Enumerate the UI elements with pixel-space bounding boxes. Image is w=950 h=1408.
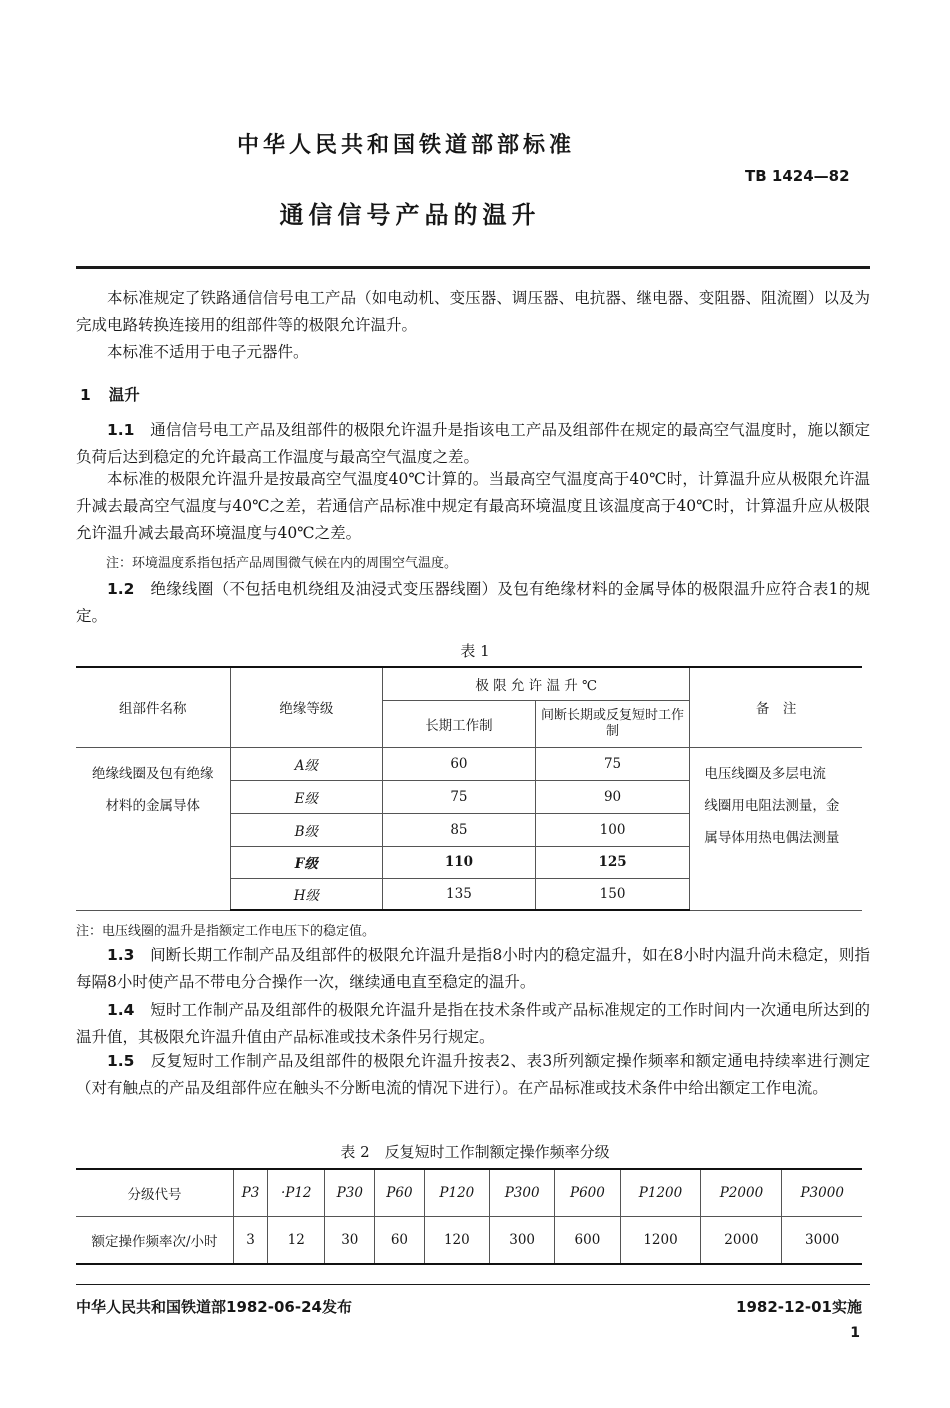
grade-code: ·P12 (268, 1169, 325, 1217)
grade-code: P120 (424, 1169, 489, 1217)
clause-number: 1.5 (107, 1052, 135, 1070)
insulation-class: F级 (230, 846, 383, 878)
component-cell (76, 747, 230, 910)
intermittent-value: 150 (535, 878, 690, 910)
clause-number: 1.4 (107, 1001, 135, 1019)
remark-line: 电压线圈及多层电流 (704, 765, 826, 782)
section-number: 1 (80, 386, 91, 404)
header-long-term: 长期工作制 (383, 700, 536, 747)
standard-code: TB 1424—82 (745, 167, 850, 185)
grade-code: P60 (375, 1169, 425, 1217)
grade-code: P1200 (620, 1169, 701, 1217)
intermittent-value: 90 (535, 780, 690, 813)
table-1-caption: 表 1 (460, 642, 490, 660)
row-label-code: 分级代号 (76, 1169, 234, 1217)
clause-text: 间断长期工作制产品及组部件的极限允许温升是指8小时内的稳定温升，如在8小时内温升尚未稳定，则指每隔8小时使产品不带电分合操作一次，继续通电直至稳定的温升。 (76, 946, 870, 991)
clause-1-1-note: 注：环境温度系指包括产品周围微气候在内的周围空气温度。 (106, 556, 458, 571)
clause-1-3 (76, 942, 870, 996)
section-title: 温升 (108, 386, 140, 404)
intro-paragraph-2: 本标准不适用于电子元器件。 (107, 343, 309, 361)
insulation-class: E级 (230, 780, 383, 813)
clause-1-1 (76, 417, 870, 471)
frequency-value: 2000 (701, 1217, 782, 1265)
component-line: 材料的金属导体 (105, 797, 201, 814)
component-line: 绝缘线圈及包有绝缘 (92, 765, 214, 782)
grade-code: P300 (490, 1169, 555, 1217)
header-limit-temp-rise: 极 限 允 许 温 升 ℃ (383, 667, 690, 700)
insulation-class: H级 (230, 878, 383, 910)
remark-cell (690, 747, 862, 910)
remark-line: 线圈用电阻法测量，金 (704, 797, 840, 814)
frequency-value: 12 (268, 1217, 325, 1265)
clause-text: 绝缘线圈（不包括电机绕组及油浸式变压器线圈）及包有绝缘材料的金属导体的极限温升应符合表1的规定。 (76, 580, 870, 625)
frequency-value: 3000 (782, 1217, 862, 1265)
effective-date: 1982-12-01实施 (736, 1298, 862, 1316)
frequency-value: 3 (234, 1217, 268, 1265)
table-1-note: 注：电压线圈的温升是指额定工作电压下的稳定值。 (76, 924, 376, 939)
footer-rule (76, 1284, 870, 1285)
grade-code: P30 (325, 1169, 375, 1217)
table-1 (76, 666, 862, 911)
grade-code: P3000 (782, 1169, 862, 1217)
grade-code: P2000 (701, 1169, 782, 1217)
document-title: 通信信号产品的温升 (279, 201, 541, 229)
intermittent-value: 125 (535, 846, 690, 878)
frequency-value: 600 (555, 1217, 620, 1265)
intermittent-value: 75 (535, 747, 690, 780)
clause-number: 1.2 (107, 580, 135, 598)
intermittent-value: 100 (535, 813, 690, 846)
remark-line: 属导体用热电偶法测量 (704, 829, 840, 846)
long-term-value: 85 (383, 813, 536, 846)
frequency-value: 60 (375, 1217, 425, 1265)
clause-text: 通信信号电工产品及组部件的极限允许温升是指该电工产品及组部件在规定的最高空气温度时，施以额定负荷后达到稳定的允许最高工作温度与最高空气温度之差。 (76, 421, 870, 466)
header-rule (76, 266, 870, 269)
grade-code: P3 (234, 1169, 268, 1217)
header-intermittent: 间断长期或反复短时工作制 (535, 700, 690, 747)
section-heading (80, 383, 140, 405)
intro-paragraph-1: 本标准规定了铁路通信信号电工产品（如电动机、变压器、调压器、电抗器、继电器、变阻器、阻流圈）以及为完成电路转换连接用的组部件等的极限允许温升。 (76, 289, 870, 334)
clause-text: 反复短时工作制产品及组部件的极限允许温升按表2、表3所列额定操作频率和额定通电持续率进行测定（对有触点的产品及组部件应在触头不分断电流的情况下进行）。在产品标准或技术条件中给出额定工作电流。 (76, 1052, 870, 1097)
frequency-value: 1200 (620, 1217, 701, 1265)
row-label-frequency: 额定操作频率次/小时 (76, 1217, 234, 1265)
clause-number: 1.1 (107, 421, 135, 439)
clause-number: 1.3 (107, 946, 135, 964)
issuing-organization: 中华人民共和国铁道部部标准 (236, 133, 575, 158)
clause-text: 短时工作制产品及组部件的极限允许温升是指在技术条件或产品标准规定的工作时间内一次通电所达到的温升值，其极限允许温升值由产品标准或技术条件另行规定。 (76, 1001, 870, 1046)
frequency-value: 30 (325, 1217, 375, 1265)
table-2-caption: 表 2 反复短时工作制额定操作频率分级 (340, 1143, 610, 1161)
insulation-class: A级 (230, 747, 383, 780)
long-term-value: 135 (383, 878, 536, 910)
frequency-value: 300 (490, 1217, 555, 1265)
long-term-value: 75 (383, 780, 536, 813)
long-term-value: 60 (383, 747, 536, 780)
table-2 (76, 1168, 862, 1265)
issue-date: 中华人民共和国铁道部1982-06-24发布 (76, 1298, 352, 1316)
frequency-value: 120 (424, 1217, 489, 1265)
insulation-class: B级 (230, 813, 383, 846)
clause-1-1-paragraph-2: 本标准的极限允许温升是按最高空气温度40℃计算的。当最高空气温度高于40℃时，计算温升应从极限允许温升减去最高空气温度与40℃之差，若通信产品标准中规定有最高环境温度且该温度高于40℃时，计算温升应从极限允许温升减去最高环境温度与40℃之差。 (76, 470, 870, 542)
grade-code: P600 (555, 1169, 620, 1217)
header-remark: 备 注 (690, 667, 862, 747)
page-number: 1 (850, 1325, 860, 1341)
clause-1-5 (76, 1048, 870, 1102)
clause-1-4 (76, 997, 870, 1051)
long-term-value: 110 (383, 846, 536, 878)
header-insulation: 绝缘等级 (230, 667, 383, 747)
clause-1-2 (76, 576, 870, 630)
header-component: 组部件名称 (76, 667, 230, 747)
